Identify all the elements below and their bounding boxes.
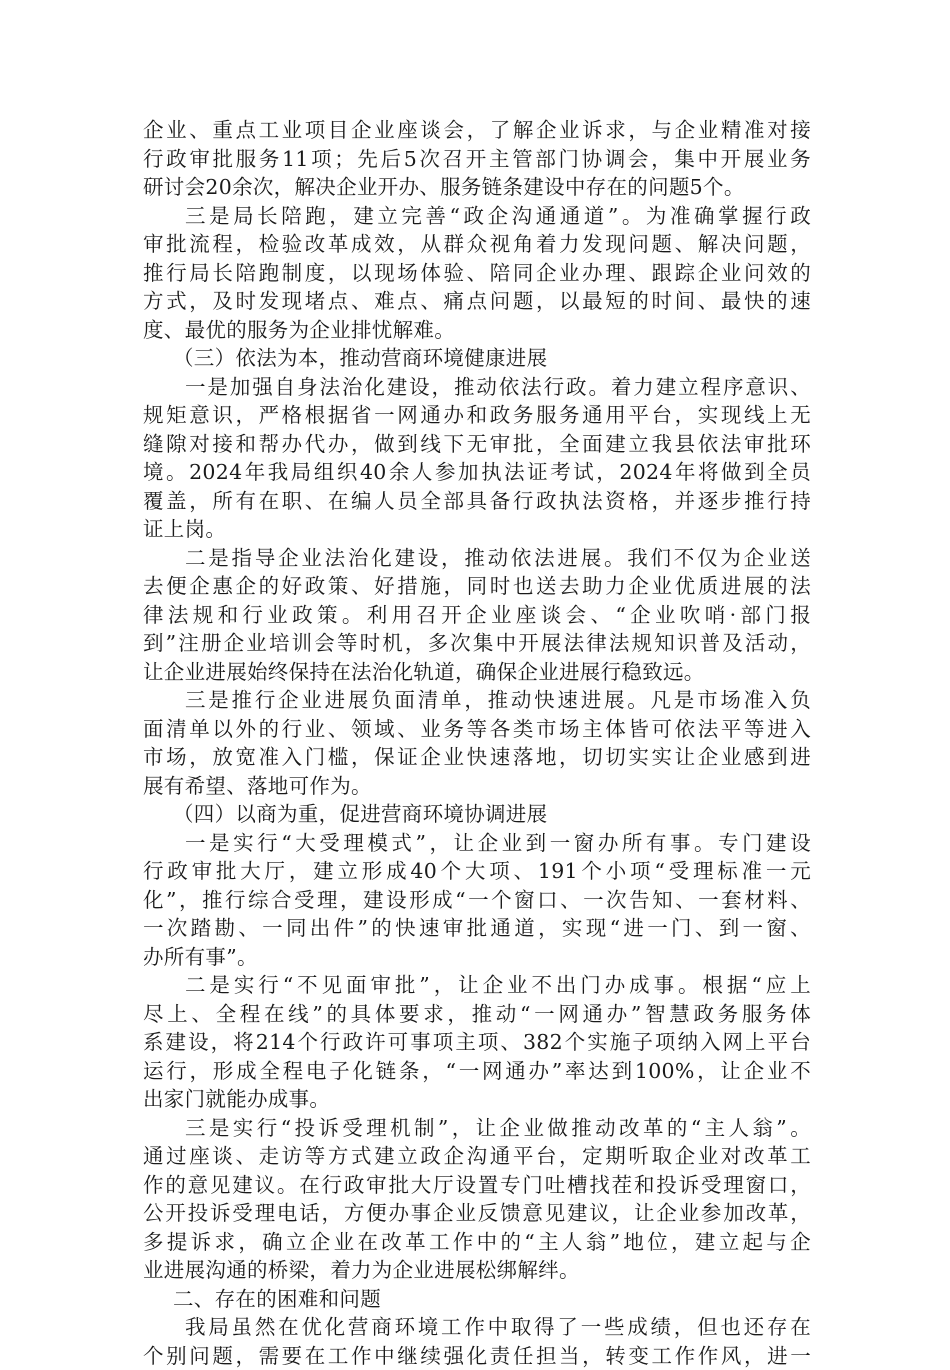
- text-line: 度、最优的服务为企业排忧解难。: [143, 316, 811, 345]
- paragraph-first-line: 我局虽然在优化营商环境工作中取得了一些成绩，但也还存在: [143, 1313, 811, 1342]
- text-line: 证上岗。: [143, 515, 811, 544]
- text-line: 个别问题，需要在工作中继续强化责任担当，转变工作作风，进一: [143, 1342, 811, 1370]
- paragraph-first-line: 三是推行企业进展负面清单，推动快速进展。凡是市场准入负: [143, 686, 811, 715]
- text-line: 覆盖，所有在职、在编人员全部具备行政执法资格，并逐步推行持: [143, 487, 811, 516]
- text-line: 业进展沟通的桥梁，着力为企业进展松绑解绊。: [143, 1256, 811, 1285]
- text-line: 展有希望、落地可作为。: [143, 772, 811, 801]
- text-line: 行政审批大厅，建立形成40个大项、191个小项“受理标准一元: [143, 857, 811, 886]
- text-line: 多提诉求，确立企业在改革工作中的“主人翁”地位，建立起与企: [143, 1228, 811, 1257]
- text-line: 化”，推行综合受理，建设形成“一个窗口、一次告知、一套材料、: [143, 886, 811, 915]
- text-line: 一次踏勘、一同出件”的快速审批通道，实现“进一门、到一窗、: [143, 914, 811, 943]
- text-line: 行政审批服务11项；先后5次召开主管部门协调会，集中开展业务: [143, 145, 811, 174]
- text-line: 企业、重点工业项目企业座谈会，了解企业诉求，与企业精准对接: [143, 116, 811, 145]
- text-line: 研讨会20余次，解决企业开办、服务链条建设中存在的问题5个。: [143, 173, 811, 202]
- text-line: 境。2024年我局组织40余人参加执法证考试，2024年将做到全员: [143, 458, 811, 487]
- text-line: 作的意见建议。在行政审批大厅设置专门吐槽找茬和投诉受理窗口，: [143, 1171, 811, 1200]
- paragraph-first-line: 一是加强自身法治化建设，推动依法行政。着力建立程序意识、: [143, 373, 811, 402]
- text-line: 公开投诉受理电话，方便办事企业反馈意见建议，让企业参加改革，: [143, 1199, 811, 1228]
- text-line: 推行局长陪跑制度，以现场体验、陪同企业办理、跟踪企业问效的: [143, 259, 811, 288]
- paragraph-first-line: 一是实行“大受理模式”，让企业到一窗办所有事。专门建设: [143, 829, 811, 858]
- section-heading: 二、存在的困难和问题: [143, 1285, 811, 1314]
- text-line: 规矩意识，严格根据省一网通办和政务服务通用平台，实现线上无: [143, 401, 811, 430]
- text-line: 通过座谈、走访等方式建立政企沟通平台，定期听取企业对改革工: [143, 1142, 811, 1171]
- text-line: 尽上、全程在线”的具体要求，推动“一网通办”智慧政务服务体: [143, 1000, 811, 1029]
- text-line: 出家门就能办成事。: [143, 1085, 811, 1114]
- paragraph-first-line: 二是指导企业法治化建设，推动依法进展。我们不仅为企业送: [143, 544, 811, 573]
- text-line: 面清单以外的行业、领域、业务等各类市场主体皆可依法平等进入: [143, 715, 811, 744]
- text-line: 市场，放宽准入门槛，保证企业快速落地，切切实实让企业感到进: [143, 743, 811, 772]
- text-line: 去便企惠企的好政策、好措施，同时也送去助力企业优质进展的法: [143, 572, 811, 601]
- section-heading: （四）以商为重，促进营商环境协调进展: [143, 800, 811, 829]
- paragraph-first-line: 二是实行“不见面审批”，让企业不出门办成事。根据“应上: [143, 971, 811, 1000]
- text-line: 方式，及时发现堵点、难点、痛点问题，以最短的时间、最快的速: [143, 287, 811, 316]
- text-line: 办所有事”。: [143, 943, 811, 972]
- text-line: 到”注册企业培训会等时机，多次集中开展法律法规知识普及活动，: [143, 629, 811, 658]
- paragraph-first-line: 三是局长陪跑，建立完善“政企沟通通道”。为准确掌握行政: [143, 202, 811, 231]
- section-heading: （三）依法为本，推动营商环境健康进展: [143, 344, 811, 373]
- paragraph-first-line: 三是实行“投诉受理机制”，让企业做推动改革的“主人翁”。: [143, 1114, 811, 1143]
- text-line: 系建设，将214个行政许可事项主项、382个实施子项纳入网上平台: [143, 1028, 811, 1057]
- text-line: 审批流程，检验改革成效，从群众视角着力发现问题、解决问题，: [143, 230, 811, 259]
- document-body: [143, 116, 811, 1370]
- text-line: 律法规和行业政策。利用召开企业座谈会、“企业吹哨·部门报: [143, 601, 811, 630]
- text-line: 运行，形成全程电子化链条，“一网通办”率达到100%，让企业不: [143, 1057, 811, 1086]
- text-line: 缝隙对接和帮办代办，做到线下无审批，全面建立我县依法审批环: [143, 430, 811, 459]
- text-line: 让企业进展始终保持在法治化轨道，确保企业进展行稳致远。: [143, 658, 811, 687]
